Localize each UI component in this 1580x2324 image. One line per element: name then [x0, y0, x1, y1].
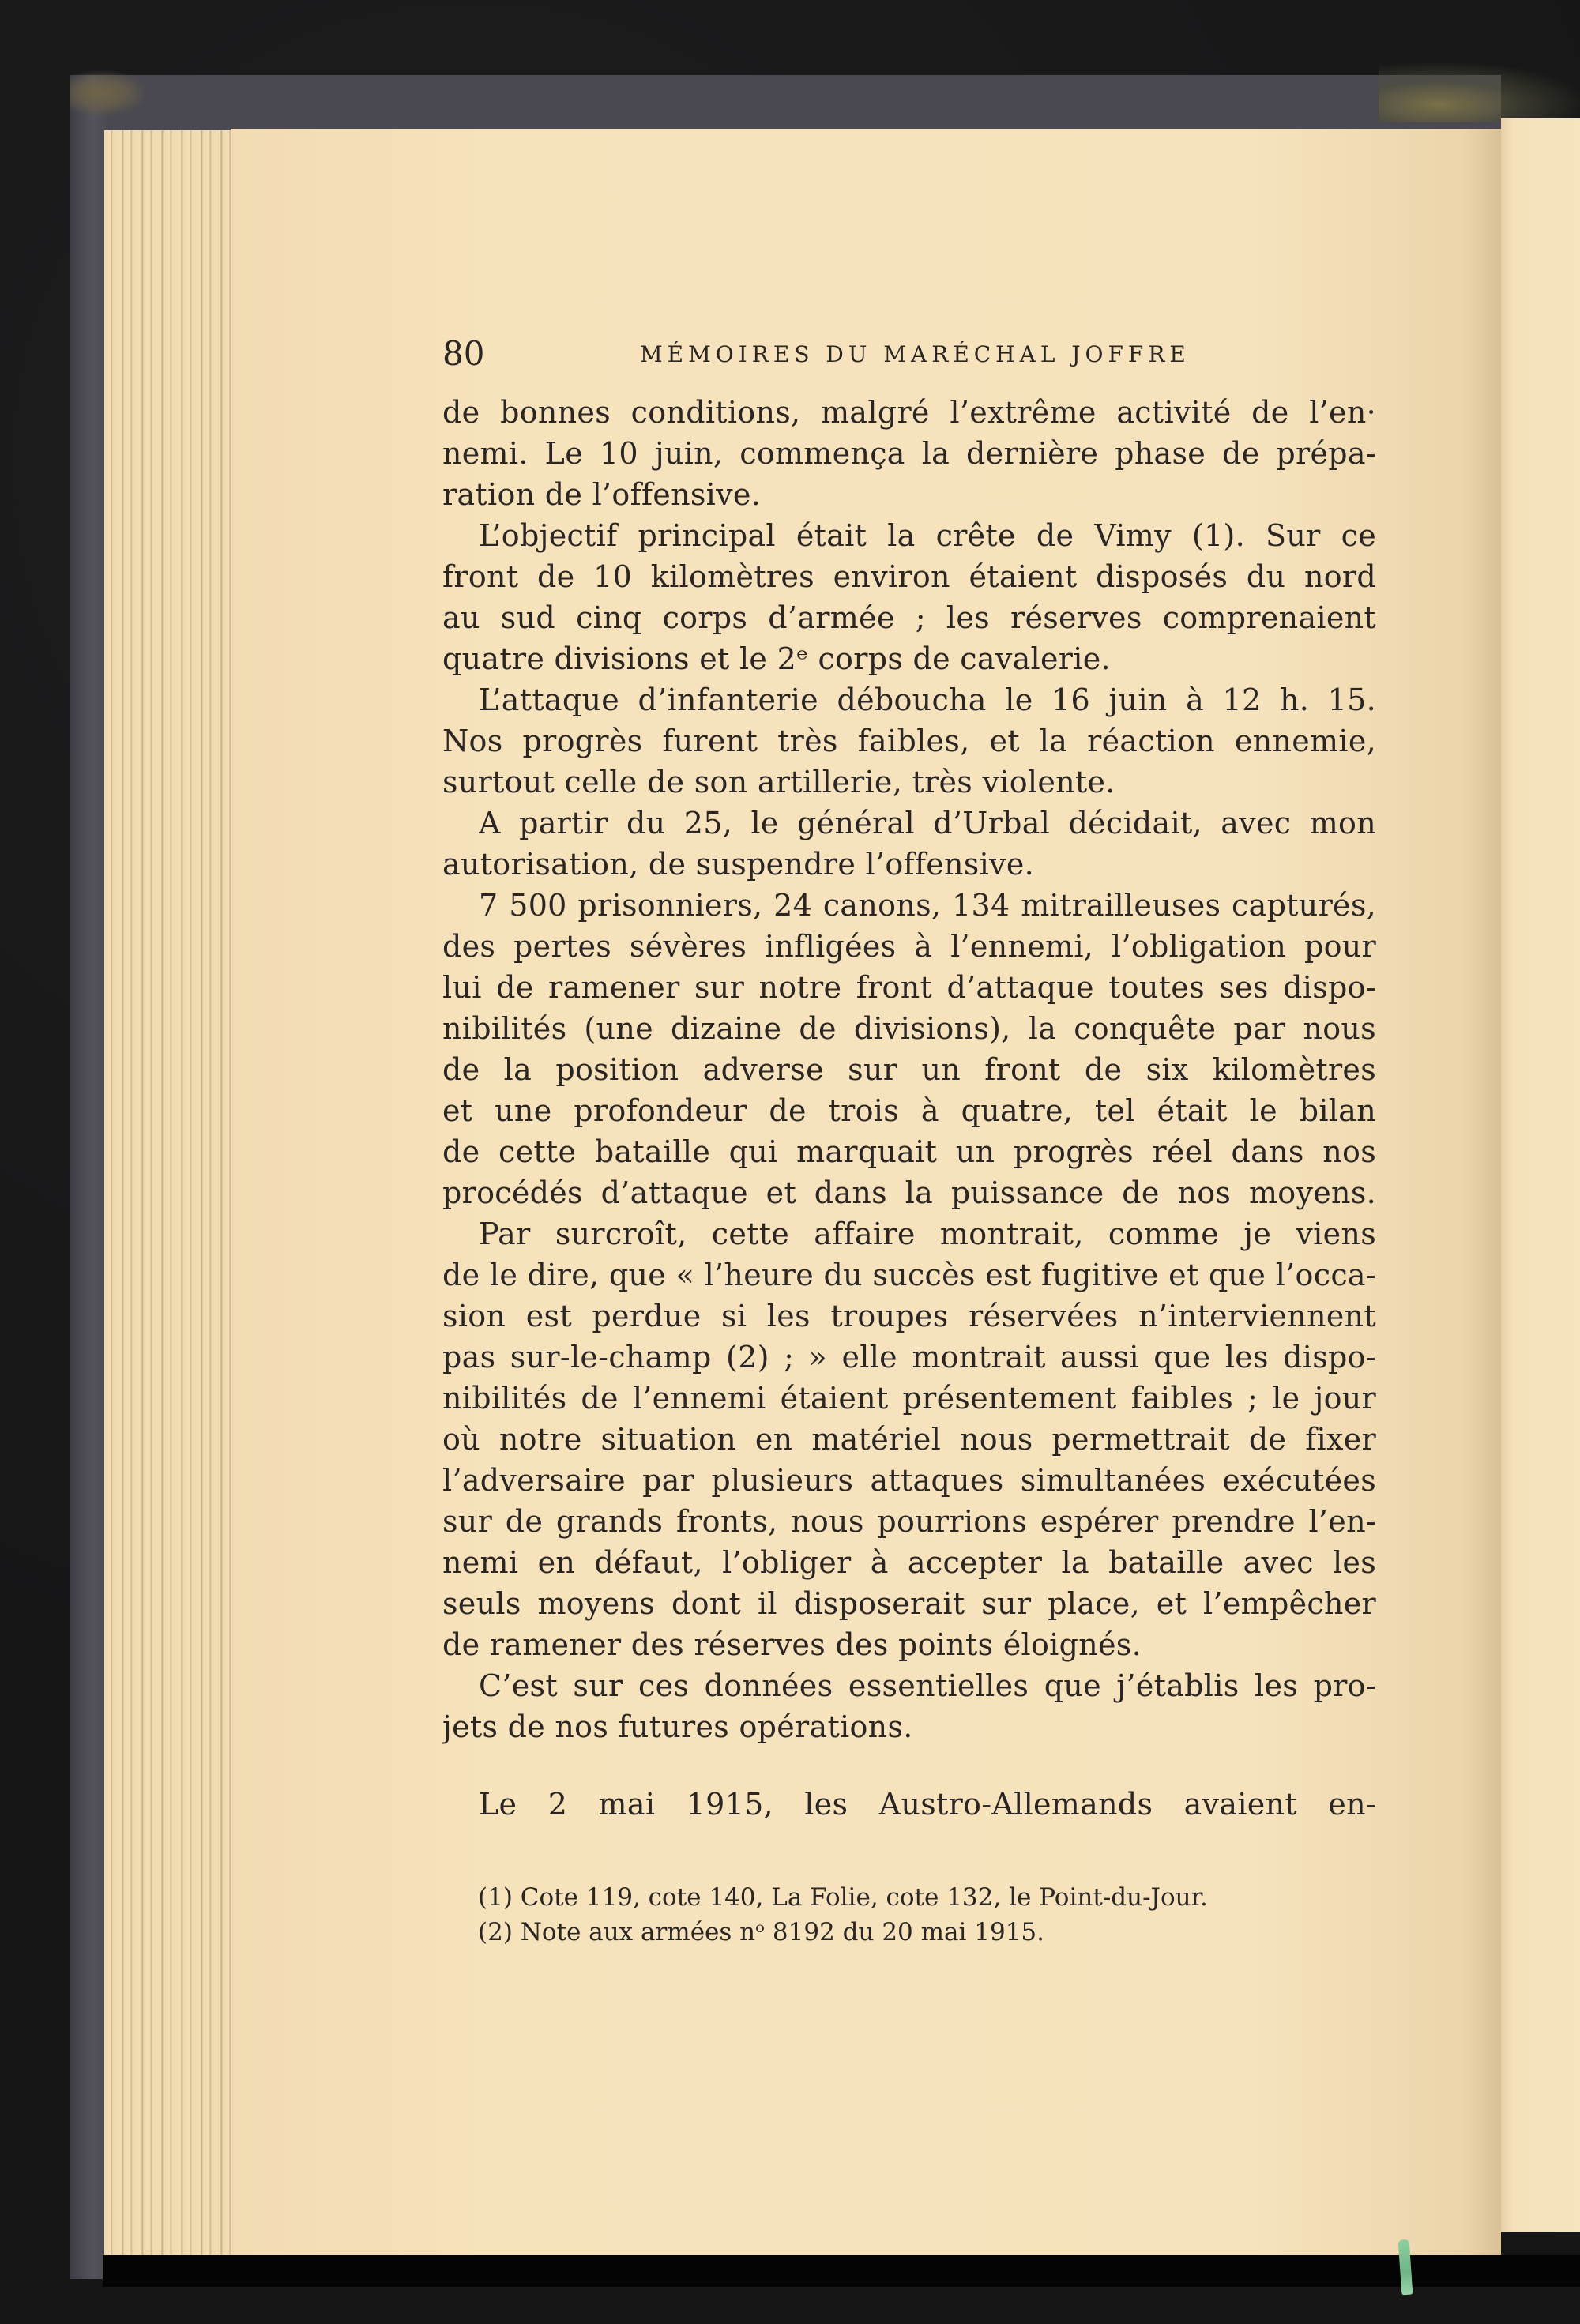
text-line: procédés d’attaque et dans la puissance de nos moyens. [442, 1175, 1376, 1210]
text-line: nibilités de l’ennemi étaient présentement faibles ; le jour [442, 1381, 1376, 1416]
text-line: A partir du 25, le général d’Urbal décidait, avec mon [479, 806, 1376, 840]
text-line-new-section: Le 2 mai 1915, les Austro-Allemands avaient en- [479, 1787, 1376, 1822]
text-line: surtout celle de son artillerie, très violente. [442, 765, 1115, 799]
text-line: L’attaque d’infanterie déboucha le 16 juin à 12 h. 15. [479, 683, 1376, 717]
text-line: de cette bataille qui marquait un progrès réel dans nos [442, 1134, 1376, 1169]
text-line: et une profondeur de trois à quatre, tel était le bilan [442, 1093, 1376, 1128]
text-line: lui de ramener sur notre front d’attaque toutes ses dispo- [442, 970, 1376, 1005]
text-line: 7 500 prisonniers, 24 canons, 134 mitrailleuses capturés, [479, 888, 1376, 923]
text-line: nemi en défaut, l’obliger à accepter la bataille avec les [442, 1545, 1376, 1580]
text-line: front de 10 kilomètres environ étaient disposés du nord [442, 559, 1376, 594]
book-cover-left-edge [70, 75, 109, 2279]
running-head [442, 336, 1376, 371]
book-bottom-shadow [103, 2255, 1580, 2287]
text-line: L’objectif principal était la crête de Vimy (1). Sur ce [479, 518, 1376, 553]
text-line: Nos progrès furent très faibles, et la réaction ennemie, [442, 724, 1376, 758]
text-line: jets de nos futures opérations. [442, 1709, 913, 1744]
text-line: nibilités (une dizaine de divisions), la conquête par nous [442, 1011, 1376, 1046]
text-line: de ramener des réserves des points éloignés. [442, 1627, 1142, 1662]
text-line: au sud cinq corps d’armée ; les réserves comprenaient [442, 600, 1376, 635]
text-line: pas sur-le-champ (2) ; » elle montrait aussi que les dispo- [442, 1340, 1376, 1374]
text-line: où notre situation en matériel nous permettrait de fixer [442, 1422, 1376, 1457]
spine-headband-wear [1379, 63, 1580, 122]
text-line: de le dire, que « l’heure du succès est fugitive et que l’occa- [442, 1258, 1376, 1292]
text-line: Par surcroît, cette affaire montrait, comme je viens [479, 1217, 1376, 1251]
text-line: de la position adverse sur un front de six kilomètres [442, 1052, 1376, 1087]
text-line: C’est sur ces données essentielles que j’établis les pro- [479, 1668, 1376, 1703]
facing-page-edge [1501, 118, 1580, 2232]
footnote-1: (1) Cote 119, cote 140, La Folie, cote 132, le Point-du-Jour. [478, 1883, 1208, 1912]
page-edges-stack [104, 130, 235, 2255]
book-cover-top-edge [71, 75, 1501, 134]
footnote-2: (2) Note aux armées nᵒ 8192 du 20 mai 1915. [478, 1918, 1045, 1946]
text-line: ration de l’offensive. [442, 477, 762, 512]
text-line: nemi. Le 10 juin, commença la dernière phase de prépa- [442, 436, 1376, 471]
text-line: sur de grands fronts, nous pourrions espérer prendre l’en- [442, 1504, 1376, 1539]
cover-corner-wear [70, 70, 149, 117]
text-line: quatre divisions et le 2ᵉ corps de cavalerie. [442, 641, 1111, 676]
page-number: 80 [442, 334, 485, 373]
text-line: des pertes sévères infligées à l’ennemi, l’obligation pour [442, 929, 1376, 964]
text-line: de bonnes conditions, malgré l’extrême activité de l’en· [442, 395, 1376, 430]
running-title: MÉMOIRES DU MARÉCHAL JOFFRE [640, 341, 1191, 367]
text-line: sion est perdue si les troupes réservées n’interviennent [442, 1299, 1376, 1333]
text-line: autorisation, de suspendre l’offensive. [442, 847, 1034, 882]
text-line: l’adversaire par plusieurs attaques simultanées exécutées [442, 1463, 1376, 1498]
text-line: seuls moyens dont il disposerait sur place, et l’empêcher [442, 1586, 1376, 1621]
